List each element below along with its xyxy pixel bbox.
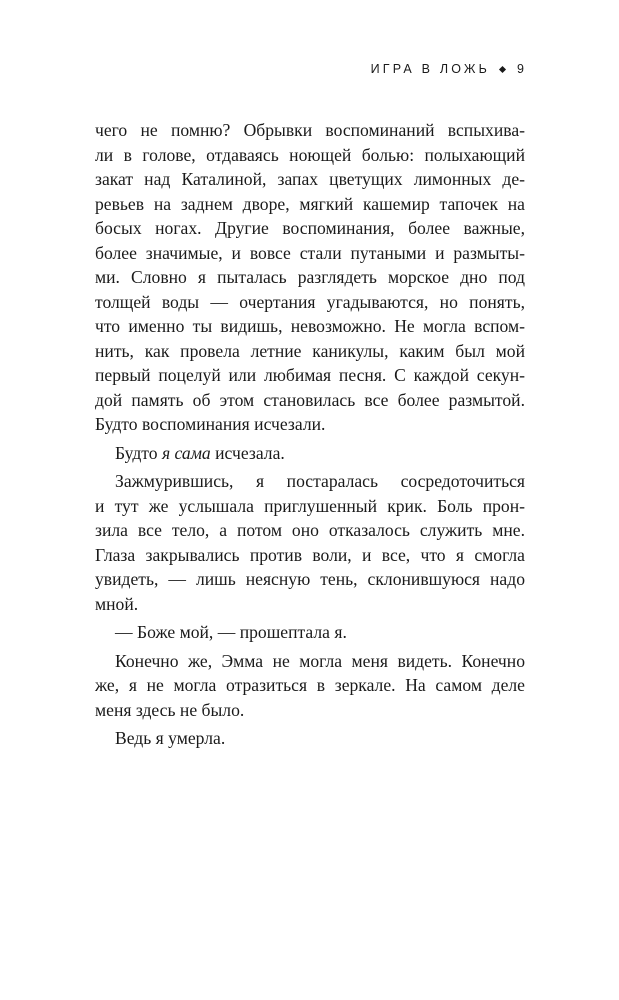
running-header xyxy=(371,62,524,76)
text-line: закат над Каталиной, запах цветущих лимонных де- xyxy=(95,169,525,189)
text-line: толщей воды — очертания угадываются, но понять, xyxy=(95,291,525,312)
text-line: — Боже мой, — прошептала я. xyxy=(115,622,347,642)
text-line: же, я не могла отразиться в зеркале. На самом деле xyxy=(95,675,525,695)
text-line: меня здесь не было. xyxy=(95,699,245,720)
text-line: ревьев на заднем дворе, мягкий кашемир тапочек на xyxy=(95,193,525,214)
text-line: и тут же услышала приглушенный крик. Боль прон- xyxy=(95,495,525,516)
text-line: Будто воспоминания исчезали. xyxy=(95,414,326,434)
book-title: ИГРА В ЛОЖЬ xyxy=(370,62,491,76)
text-line: Конечно же, Эмма не могла меня видеть. Конечно xyxy=(115,650,525,671)
text-segment: Будто xyxy=(115,442,162,463)
text-line: чего не помню? Обрывки воспоминаний вспыхива- xyxy=(95,120,525,140)
paragraph-1 xyxy=(95,118,525,437)
text-line: Ведь я умерла. xyxy=(115,728,226,748)
paragraph-4 xyxy=(95,620,525,645)
text-line: первый поцелуй или любимая песня. С каждой секун- xyxy=(95,365,525,385)
text-line: дой память об этом становилась все более размытой. xyxy=(95,389,525,410)
text-line: мной. xyxy=(95,593,139,614)
text-line: Глаза закрывались против воли, и все, что я смогла xyxy=(95,544,525,565)
paragraph-6 xyxy=(95,726,525,751)
text-line: что именно ты видишь, невозможно. Не могла вспом- xyxy=(95,316,525,336)
text-line xyxy=(95,441,525,466)
text-line: увидеть, — лишь неясную тень, склонившуюся надо xyxy=(95,569,525,589)
text-line: зила все тело, а потом оно отказалось служить мне. xyxy=(95,520,525,540)
paragraph-5 xyxy=(95,649,525,723)
page-number: 9 xyxy=(517,62,524,76)
text-line: более значимые, и вовсе стали путаными и размыты- xyxy=(95,242,525,263)
text-line: босых ногах. Другие воспоминания, более важные, xyxy=(95,218,525,238)
paragraph-2 xyxy=(95,441,525,466)
italic-text: я сама xyxy=(161,442,211,463)
text-line: ми. Словно я пыталась разглядеть морское дно под xyxy=(95,267,525,287)
body-text xyxy=(95,118,525,751)
text-segment: исчезала. xyxy=(210,442,285,463)
text-line: нить, как провела летние каникулы, каким был мой xyxy=(95,340,525,361)
text-line: Зажмурившись, я постаралась сосредоточиться xyxy=(115,471,525,491)
paragraph-3 xyxy=(95,469,525,616)
text-line: ли в голове, отдаваясь ноющей болью: полыхающий xyxy=(95,144,525,165)
diamond-separator-icon xyxy=(499,65,506,72)
